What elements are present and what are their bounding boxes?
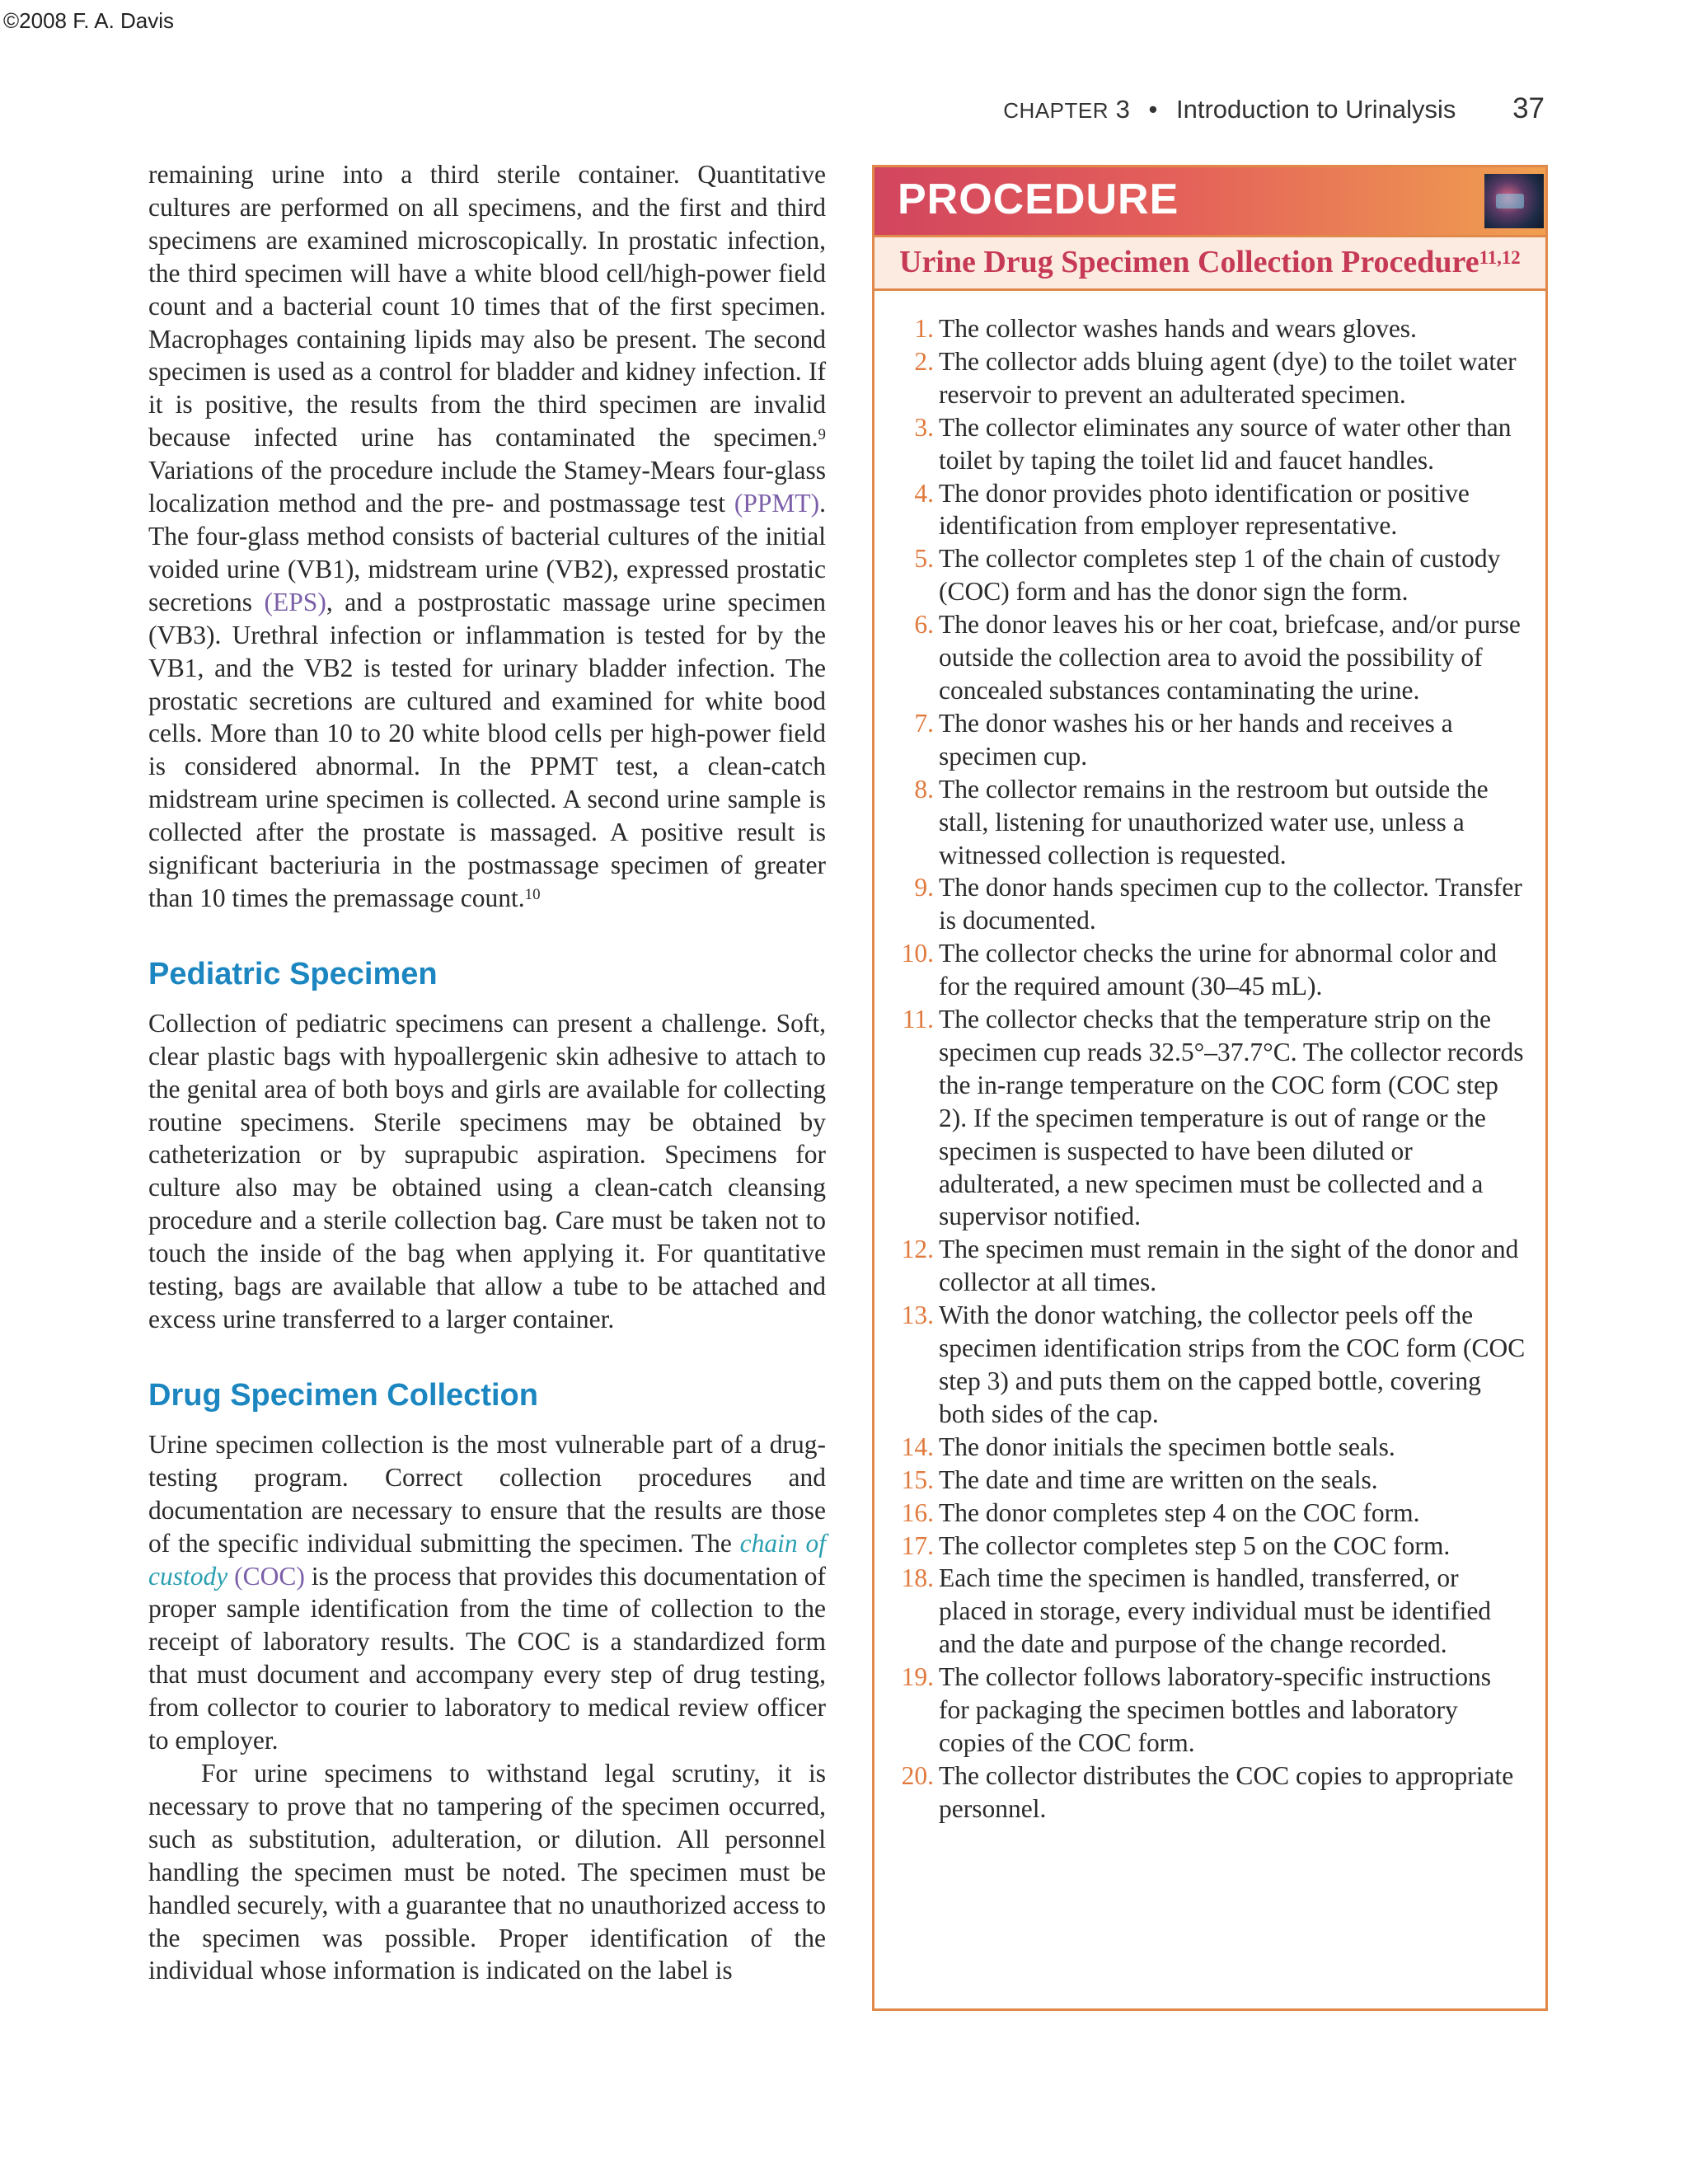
procedure-step [899, 411, 1526, 477]
step-number: 1. [914, 314, 934, 343]
procedure-steps [874, 291, 1545, 1825]
section-heading-drug-collection: Drug Specimen Collection [148, 1377, 538, 1413]
step-text: The collector follows laboratory-specific instructions for packaging the specimen bottles and laboratory copies of the COC form. [939, 1662, 1492, 1757]
step-number: 11. [902, 1005, 934, 1034]
page-number: 37 [1512, 92, 1545, 124]
procedure-step [899, 345, 1526, 411]
procedure-step [899, 1497, 1526, 1530]
procedure-step [899, 871, 1526, 937]
procedure-title-text: Urine Drug Specimen Collection Procedure [899, 245, 1479, 279]
text-run: . The four-glass method consists of bacterial cultures of the initial voided urine (VB1), midstream urine (VB2), expressed prostatic secretions [148, 489, 826, 616]
text-run: remaining urine into a third sterile container. Quantitative cultures are performed on all specimens, and the first and third specimens are examined microscopically. In prostatic infection, the third specimen will have a white blood cell/high-power field count and a bacterial count 10 times that of the first specimen. Macrophages containing lipids may also be present. The second specimen is used as a control for bladder and kidney infection. If it is positive, the results from the third specimen are invalid because infected urine has contaminated the specimen. [148, 160, 826, 452]
copyright-notice: ©2008 F. A. Davis [3, 8, 175, 33]
text-run: Urine specimen collection is the most vulnerable part of a drug-testing program. Correct collection procedures and documentation are necessary to ensure that the results are those of the specific individual submitting the specimen. The [148, 1429, 826, 1558]
step-number: 19. [901, 1662, 934, 1692]
step-number: 14. [901, 1432, 934, 1461]
procedure-step [899, 1233, 1526, 1299]
step-text: The donor washes his or her hands and receives a specimen cup. [939, 708, 1453, 771]
step-text: The collector distributes the COC copies to appropriate personnel. [939, 1760, 1514, 1823]
abbreviation-eps: (EPS) [264, 587, 326, 616]
step-number: 10. [901, 939, 934, 968]
chapter-label: CHAPTER [1003, 98, 1109, 123]
procedure-step [899, 312, 1526, 345]
body-paragraph [148, 158, 826, 915]
left-column [148, 158, 826, 1987]
section-heading-pediatric: Pediatric Specimen [148, 956, 438, 991]
step-number: 6. [914, 610, 934, 640]
procedure-step [899, 477, 1526, 543]
step-text: The collector completes step 5 on the COC form. [939, 1530, 1451, 1560]
procedure-step [899, 707, 1526, 773]
procedure-banner [874, 167, 1545, 235]
step-number: 5. [914, 544, 934, 574]
step-number: 4. [914, 478, 934, 508]
step-text: The date and time are written on the seals. [939, 1465, 1378, 1494]
procedure-step [899, 1760, 1526, 1825]
procedure-photo-icon [1484, 174, 1544, 228]
procedure-step [899, 773, 1526, 872]
step-text: The collector checks that the temperature strip on the specimen cup reads 32.5°–37.7°C. The collector records the in-range temperature on the COC form (COC step 2). If the specimen temperature is out of range or the specimen is suspected to have been diluted or adulterated, a new specimen must be collected and a supervisor notified. [939, 1005, 1524, 1231]
step-number: 3. [914, 412, 934, 442]
abbreviation-coc: (COC) [234, 1561, 305, 1591]
body-paragraph: For urine specimens to withstand legal scrutiny, it is necessary to prove that no tampering of the specimen occurred, such as substitution, adulteration, or dilution. All personnel handling the specimen must be noted. The specimen must be handled securely, with a guarantee that no unauthorized access to the specimen was possible. Proper identification of the individual whose information is indicated on the label is [148, 1758, 826, 1985]
procedure-title [899, 244, 1521, 280]
step-text: Each time the specimen is handled, transferred, or placed in storage, every individual must be identified and the date and purpose of the change recorded. [939, 1563, 1492, 1659]
step-number: 9. [914, 873, 934, 902]
body-paragraph: Collection of pediatric specimens can present a challenge. Soft, clear plastic bags with hypoallergenic skin adhesive to attach to the genital area of both boys and girls are available for collecting routine specimens. Sterile specimens may be obtained by catheterization or by suprapubic aspiration. Specimens for culture also may be obtained using a clean-catch cleansing procedure and a sterile collection bag. Care must be taken not to touch the inside of the bag when applying it. For quantitative testing, bags are available that allow a tube to be attached and excess urine transferred to a larger container. [148, 1008, 826, 1333]
procedure-step [899, 542, 1526, 608]
step-number: 12. [901, 1235, 934, 1264]
procedure-banner-label: PROCEDURE [898, 176, 1179, 223]
chapter-title: Introduction to Urinalysis [1176, 95, 1456, 124]
text-run: is the process that provides this documentation of proper sample identification from the time of collection to the receipt of laboratory results. The COC is a standardized form that must document and accompany every step of drug testing, from collector to courier to laboratory to medical review officer to employer. [148, 1561, 826, 1755]
procedure-step [899, 1464, 1526, 1497]
step-text: The collector eliminates any source of water other than toilet by taping the toilet lid and faucet handles. [939, 412, 1512, 475]
step-number: 13. [901, 1301, 934, 1330]
procedure-step [899, 937, 1526, 1003]
step-text: The specimen must remain in the sight of the donor and collector at all times. [939, 1235, 1519, 1297]
body-paragraph [148, 1428, 826, 1757]
step-number: 17. [901, 1530, 934, 1560]
procedure-step [899, 608, 1526, 707]
text-run: Variations of the procedure include the Stamey-Mears four-glass localization method and the pre- and postmassage test [148, 456, 826, 518]
reference-superscript: 9 [818, 425, 826, 443]
step-number: 18. [901, 1563, 934, 1593]
step-number: 15. [901, 1465, 934, 1494]
step-text: The collector completes step 1 of the chain of custody (COC) form and has the donor sign the form. [939, 544, 1501, 607]
procedure-title-area [874, 235, 1545, 291]
step-number: 20. [901, 1760, 934, 1790]
step-text: The donor hands specimen cup to the collector. Transfer is documented. [939, 873, 1522, 935]
step-text: The collector washes hands and wears gloves. [939, 314, 1417, 343]
step-number: 7. [914, 708, 934, 738]
step-text: The collector adds bluing agent (dye) to the toilet water reservoir to prevent an adulterated specimen. [939, 346, 1517, 409]
procedure-step [899, 1431, 1526, 1464]
text-run: , and a postprostatic massage urine specimen (VB3). Urethral infection or inflammation is tested for by the VB1, and the VB2 is tested for urinary bladder infection. The prostatic secretions are cultured and examined for white bood cells. More than 10 to 20 white blood cells per high-power field is considered abnormal. In the PPMT test, a clean-catch midstream urine specimen is collected. A second urine sample is collected after the prostate is massaged. A positive result is significant bacteriuria in the postmassage specimen of greater than 10 times the premassage count. [148, 587, 826, 912]
step-text: The donor initials the specimen bottle seals. [939, 1432, 1395, 1461]
step-text: The collector checks the urine for abnormal color and for the required amount (30–45 mL). [939, 939, 1497, 1001]
header-separator: • [1148, 95, 1158, 124]
reference-superscript: 10 [524, 886, 541, 904]
step-text: The collector remains in the restroom but outside the stall, listening for unauthorized water use, unless a witnessed collection is requested. [939, 774, 1489, 869]
step-text: The donor completes step 4 on the COC form. [939, 1497, 1420, 1527]
step-text: The donor provides photo identification or positive identification from employer representative. [939, 478, 1470, 541]
procedure-step [899, 1661, 1526, 1760]
step-text: With the donor watching, the collector peels off the specimen identification strips from the COC form (COC step 3) and puts them on the capped bottle, covering both sides of the cap. [939, 1301, 1526, 1428]
procedure-box [872, 165, 1548, 2011]
key-term: chain of custody [148, 1528, 826, 1591]
step-number: 8. [914, 774, 934, 804]
step-text: The donor leaves his or her coat, briefcase, and/or purse outside the collection area to avoid the possibility of concealed substances contaminating the urine. [939, 610, 1521, 705]
step-number: 16. [901, 1497, 934, 1527]
running-head [1003, 92, 1545, 125]
chapter-number: 3 [1115, 95, 1130, 124]
procedure-step [899, 1003, 1526, 1233]
reference-superscript: 11,12 [1479, 246, 1521, 268]
procedure-step [899, 1530, 1526, 1563]
abbreviation-ppmt: (PPMT) [734, 489, 820, 518]
step-number: 2. [914, 346, 934, 376]
procedure-step [899, 1299, 1526, 1431]
procedure-step [899, 1562, 1526, 1661]
